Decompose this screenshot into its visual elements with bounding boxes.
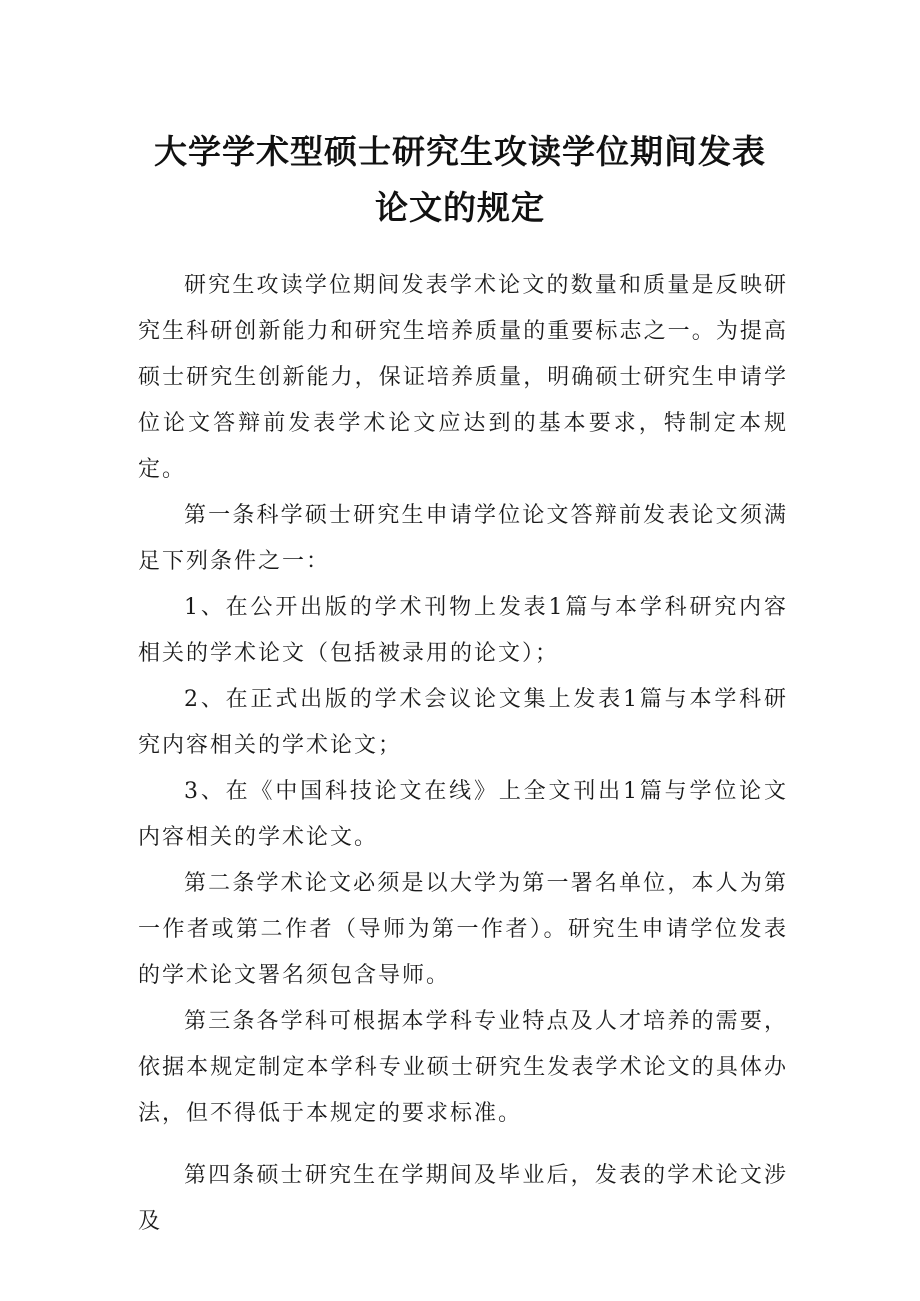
paragraph-article-1: 第一条科学硕士研究生申请学位论文答辩前发表论文须满足下列条件之一：	[138, 503, 788, 574]
document-title-line-2: 论文的规定	[375, 188, 545, 227]
paragraph-condition-3: 3、在《中国科技论文在线》上全文刊出1篇与学位论文内容相关的学术论文。	[138, 779, 788, 850]
paragraph-intro: 研究生攻读学位期间发表学术论文的数量和质量是反映研究生科研创新能力和研究生培养质量的重要标志之一。为提高硕士研究生创新能力，保证培养质量，明确硕士研究生申请学位论文答辩前发表学术论文应达到的基本要求，特制定本规定。	[138, 273, 788, 482]
paragraph-condition-1: 1、在公开出版的学术刊物上发表1篇与本学科研究内容相关的学术论文（包括被录用的论文）；	[138, 595, 788, 666]
paragraph-article-4: 第四条硕士研究生在学期间及毕业后，发表的学术论文涉及	[138, 1163, 788, 1234]
paragraph-article-2: 第二条学术论文必须是以大学为第一署名单位，本人为第一作者或第二作者（导师为第一作者）。研究生申请学位发表的学术论文署名须包含导师。	[138, 871, 788, 988]
document-title-line-1: 大学学术型硕士研究生攻读学位期间发表	[154, 132, 766, 171]
paragraph-article-3: 第三条各学科可根据本学科专业特点及人才培养的需要，依据本规定制定本学科专业硕士研究生发表学术论文的具体办法，但不得低于本规定的要求标准。	[138, 1009, 788, 1126]
paragraph-condition-2: 2、在正式出版的学术会议论文集上发表1篇与本学科研究内容相关的学术论文；	[138, 687, 788, 758]
document-body	[138, 263, 788, 1245]
